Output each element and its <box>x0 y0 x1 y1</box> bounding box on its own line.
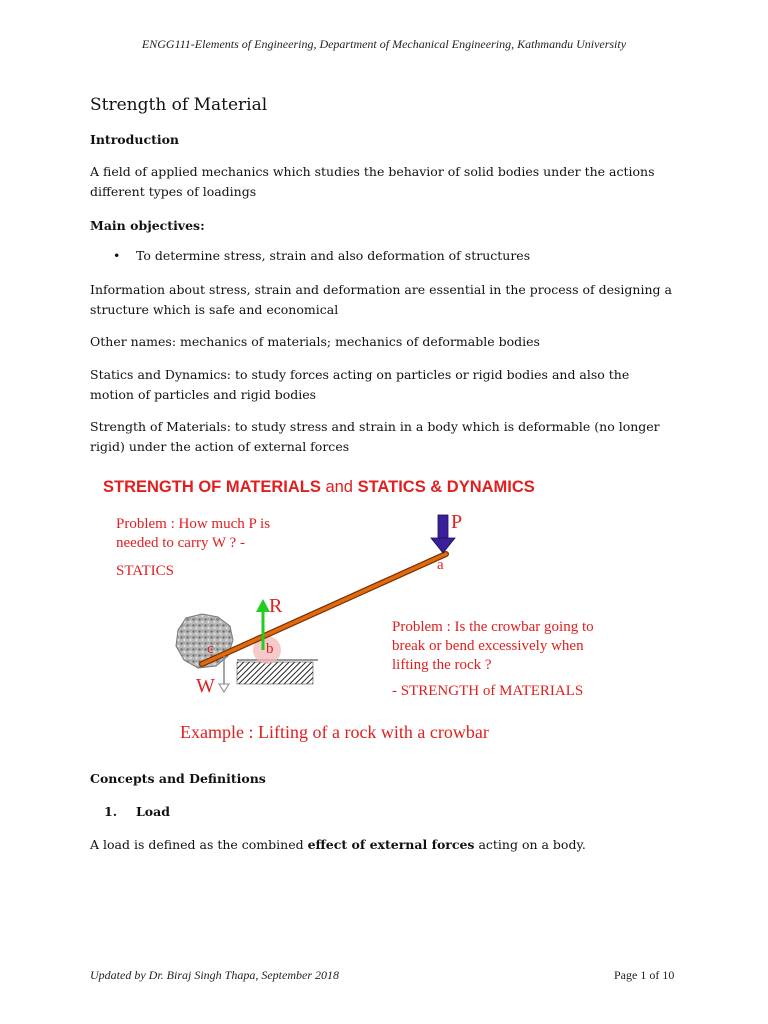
statics-problem-line-2: needed to carry W ? - <box>116 535 245 551</box>
other-names-paragraph: Other names: mechanics of materials; mechanics of deformable bodies <box>90 334 540 349</box>
statics-line-1: Statics and Dynamics: to study forces acting on particles or rigid bodies and also the <box>90 367 630 382</box>
load-text-after: acting on a body. <box>474 837 586 852</box>
som-problem <box>392 618 594 675</box>
footer-author: Updated by Dr. Biraj Singh Thapa, September 2018 <box>90 968 339 982</box>
r-arrow-head <box>256 599 270 612</box>
som-line-2: rigid) under the action of external forces <box>90 439 350 454</box>
p-arrow-head <box>431 538 455 553</box>
introduction-line-1: A field of applied mechanics which studies the behavior of solid bodies under the actions <box>90 164 655 179</box>
figure-title-part3: STATICS & DYNAMICS <box>357 478 535 496</box>
page-number: Page 1 of 10 <box>614 968 675 982</box>
page-title: Strength of Material <box>90 95 268 115</box>
figure-title-part1: STRENGTH OF MATERIALS <box>103 478 321 496</box>
statics-problem-line-1: Problem : How much P is <box>116 516 271 532</box>
info-line-1: Information about stress, strain and deformation are essential in the process of designing a <box>90 282 672 297</box>
load-item-number: 1. <box>104 804 118 819</box>
label-a: a <box>437 557 444 573</box>
bullet-marker: • <box>113 248 121 263</box>
info-line-2: structure which is safe and economical <box>90 302 339 317</box>
som-problem-line-1: Problem : Is the crowbar going to <box>392 619 594 635</box>
load-text-before: A load is defined as the combined <box>90 837 308 852</box>
load-definition <box>90 835 690 855</box>
concepts-heading: Concepts and Definitions <box>90 771 266 786</box>
som-label: - STRENGTH of MATERIALS <box>392 683 584 699</box>
label-r: R <box>269 595 283 617</box>
label-w: W <box>196 675 215 697</box>
statics-label: STATICS <box>116 563 174 579</box>
p-arrow-shaft <box>438 515 448 539</box>
statics-line-2: motion of particles and rigid bodies <box>90 387 317 402</box>
som-line-1: Strength of Materials: to study stress and strain in a body which is deformable (no longer <box>90 419 660 434</box>
som-problem-line-3: lifting the rock ? <box>392 657 492 673</box>
som-problem-line-2: break or bend excessively when <box>392 638 584 654</box>
introduction-line-2: different types of loadings <box>90 184 257 199</box>
load-text-bold: effect of external forces <box>307 837 475 852</box>
w-arrow-head <box>219 684 229 692</box>
ground-hatch <box>237 662 313 684</box>
objectives-heading: Main objectives: <box>90 218 205 233</box>
objective-item: To determine stress, strain and also deformation of structures <box>136 248 531 263</box>
introduction-heading: Introduction <box>90 132 180 147</box>
label-b: b <box>266 641 274 657</box>
load-item-label: Load <box>136 804 170 819</box>
figure-caption: Example : Lifting of a rock with a crowbar <box>180 722 489 742</box>
figure-title-part2: and <box>320 478 358 496</box>
page-header: ENGG111-Elements of Engineering, Department of Mechanical Engineering, Kathmandu University <box>141 37 627 51</box>
label-p: P <box>451 511 463 533</box>
label-c: c <box>207 641 214 657</box>
